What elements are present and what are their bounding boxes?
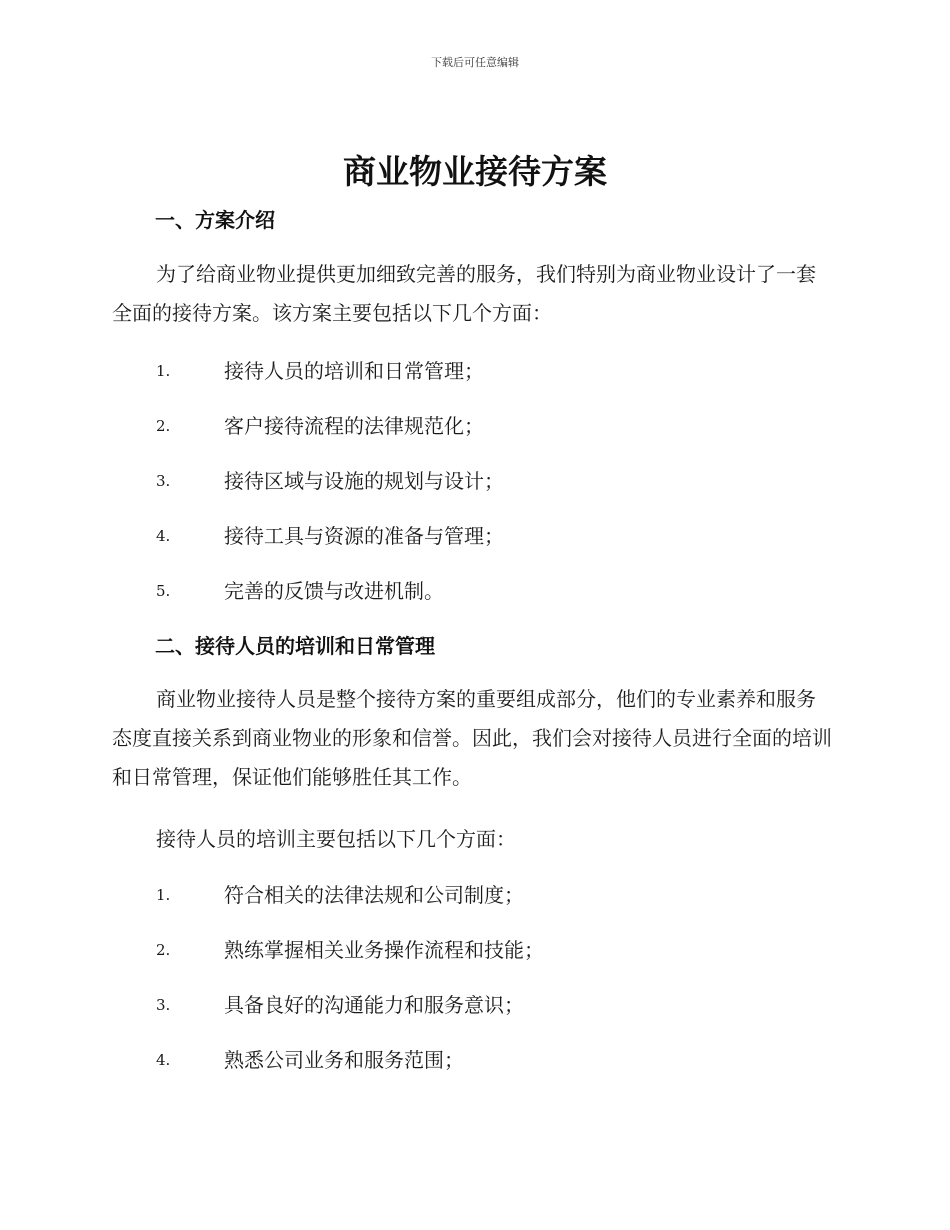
document-title: 商业物业接待方案: [343, 152, 607, 191]
list-item-number: 2.: [156, 417, 171, 435]
intro-paragraph: 为了给商业物业提供更加细致完善的服务，我们特别为商业物业设计了一套全面的接待方案。该方案主要包括以下几个方面：: [112, 262, 816, 325]
list-item-number: 5.: [156, 582, 171, 600]
list-item-text: 接待区域与设施的规划与设计；: [224, 469, 504, 493]
list-item-number: 1.: [156, 362, 171, 380]
list-item-text: 接待工具与资源的准备与管理；: [224, 524, 504, 548]
list-item-number: 4.: [156, 527, 171, 545]
list-item-text: 具备良好的沟通能力和服务意识；: [224, 993, 524, 1017]
section-heading-intro: 一、方案介绍: [155, 208, 275, 232]
list-item-text: 接待人员的培训和日常管理；: [224, 359, 484, 383]
list-item-number: 2.: [156, 941, 171, 959]
list-item-text: 符合相关的法律法规和公司制度；: [224, 883, 524, 907]
list-item-number: 3.: [156, 996, 171, 1014]
list-item-text: 客户接待流程的法律规范化；: [224, 414, 484, 438]
page-header: 下载后可任意编辑: [431, 56, 519, 69]
training-list-lead: 接待人员的培训主要包括以下几个方面：: [156, 827, 516, 851]
training-paragraph: 商业物业接待人员是整个接待方案的重要组成部分，他们的专业素养和服务态度直接关系到商业物业的形象和信誉。因此，我们会对接待人员进行全面的培训和日常管理，保证他们能够胜任其工作。: [112, 687, 832, 789]
section-heading-training: 二、接待人员的培训和日常管理: [155, 634, 435, 658]
list-item-text: 熟悉公司业务和服务范围；: [224, 1048, 464, 1072]
list-item-number: 1.: [156, 886, 171, 904]
list-item-text: 完善的反馈与改进机制。: [224, 579, 444, 603]
list-item-text: 熟练掌握相关业务操作流程和技能；: [224, 938, 544, 962]
list-item-number: 4.: [156, 1051, 171, 1069]
list-item-number: 3.: [156, 472, 171, 490]
